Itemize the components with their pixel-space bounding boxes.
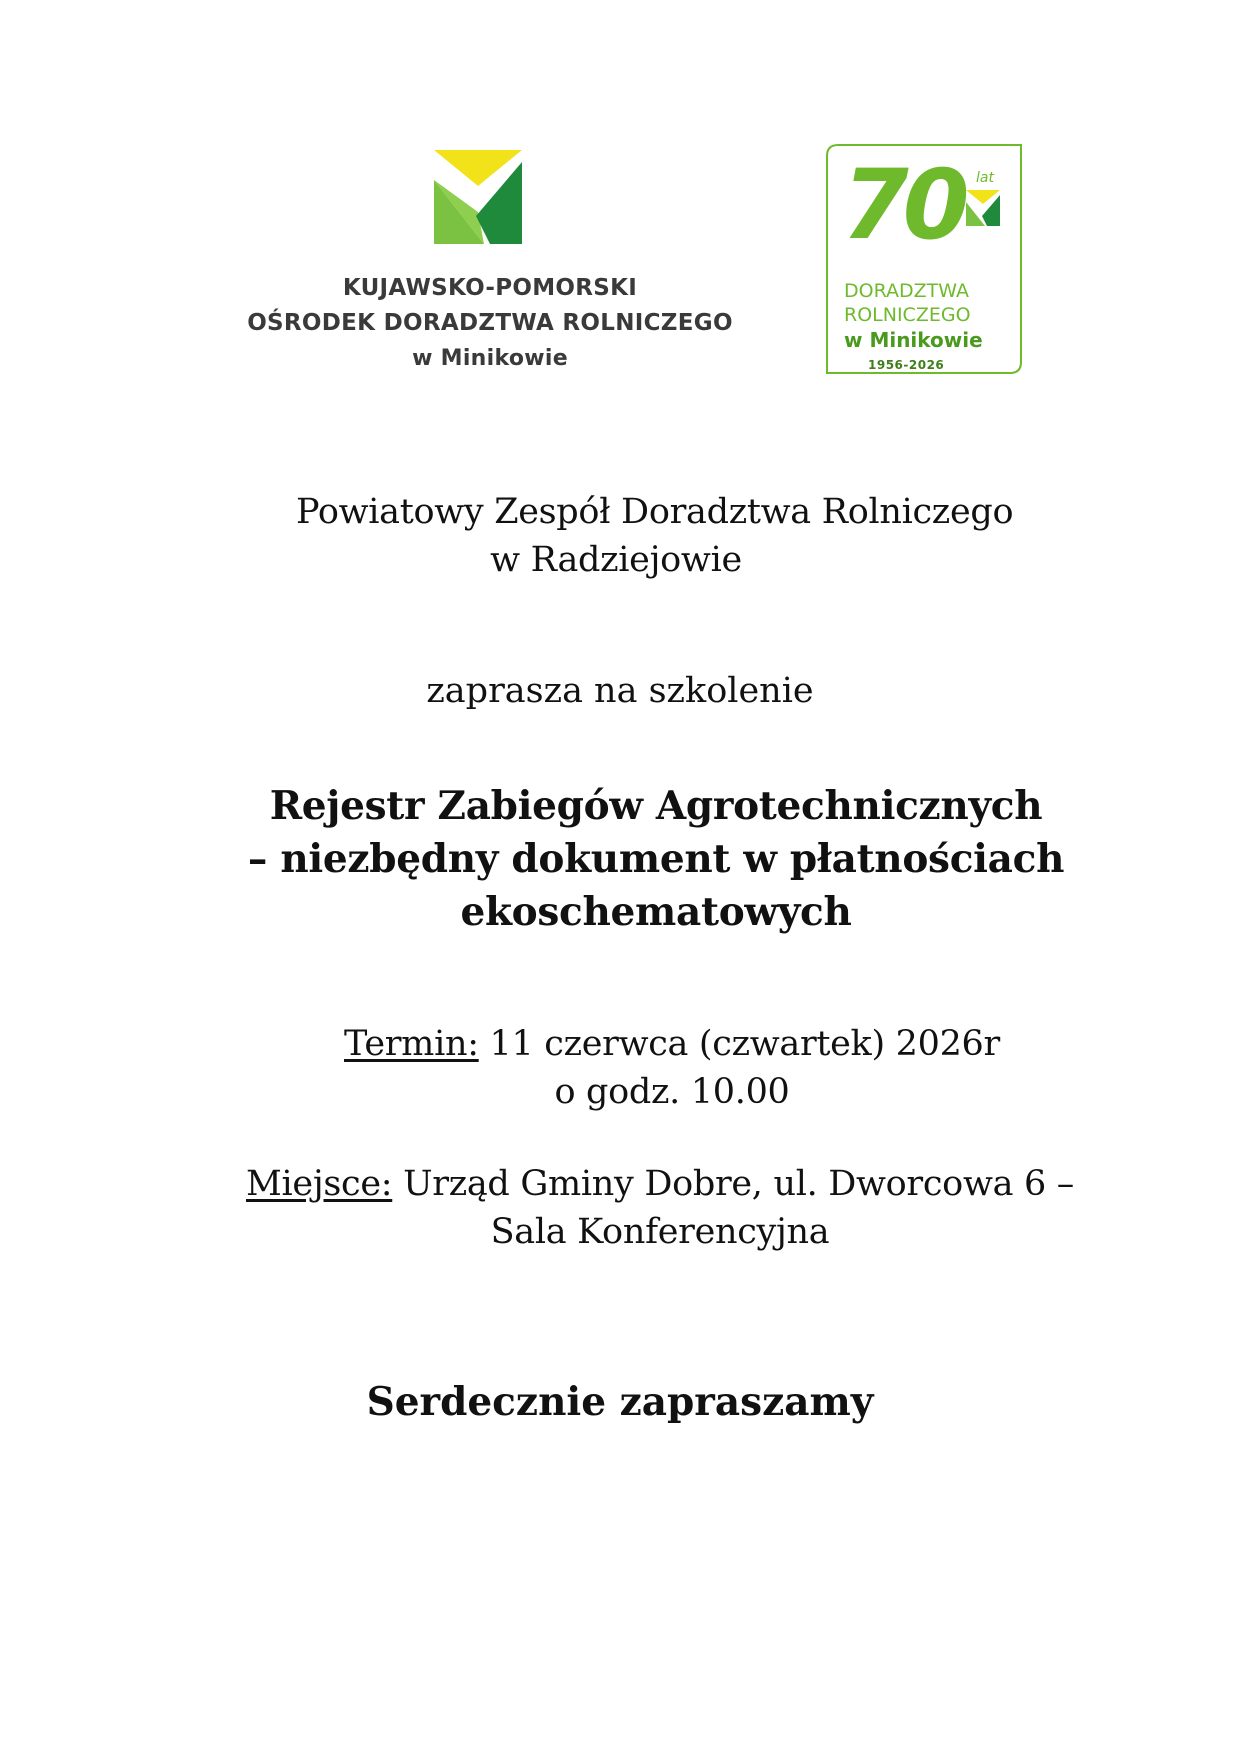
place-block	[220, 1160, 1100, 1256]
training-title	[196, 780, 1116, 939]
date-line	[252, 1020, 1092, 1068]
anniversary-logo	[826, 144, 1022, 374]
invite-text: zaprasza na szkolenie	[426, 671, 814, 711]
anniversary-line3: w Minikowie	[844, 328, 983, 352]
kpodr-logo	[210, 144, 770, 384]
title-line2: – niezbędny dokument w płatnościach	[247, 836, 1065, 882]
org-name-line2: OŚRODEK DORADZTWA ROLNICZEGO	[247, 310, 733, 336]
place-value-line2: Sala Konferencyjna	[490, 1212, 830, 1252]
time-value: o godz. 10.00	[554, 1072, 790, 1112]
place-value: Urząd Gminy Dobre, ul. Dworcowa 6 –	[403, 1164, 1074, 1204]
closing-text: Serdecznie zapraszamy	[366, 1379, 874, 1425]
organizer-line2: w Radziejowie	[490, 540, 742, 580]
anniversary-lat: lat	[976, 170, 994, 186]
title-line3: ekoschematowych	[460, 889, 852, 935]
logo-header	[210, 144, 1050, 384]
organizer-line1: Powiatowy Zespół Doradztwa Rolniczego	[296, 492, 1014, 532]
date-value: 11 czerwca (czwartek) 2026r	[489, 1024, 1000, 1064]
anniversary-logo-icon	[966, 190, 1000, 226]
anniversary-line1: DORADZTWA	[844, 280, 970, 302]
org-name-line1: KUJAWSKO-POMORSKI	[342, 275, 638, 301]
date-label: Termin:	[344, 1024, 479, 1064]
anniversary-line2: ROLNICZEGO	[844, 304, 971, 326]
place-label: Miejsce:	[245, 1164, 393, 1204]
title-line1: Rejestr Zabiegów Agrotechnicznych	[269, 783, 1043, 829]
anniversary-number: 70	[842, 149, 964, 261]
kpodr-logo-icon	[434, 150, 522, 244]
place-line	[220, 1160, 1100, 1208]
date-block	[252, 1020, 1092, 1116]
anniversary-years: 1956-2026	[862, 358, 950, 372]
org-name-line3: w Minikowie	[412, 346, 568, 371]
